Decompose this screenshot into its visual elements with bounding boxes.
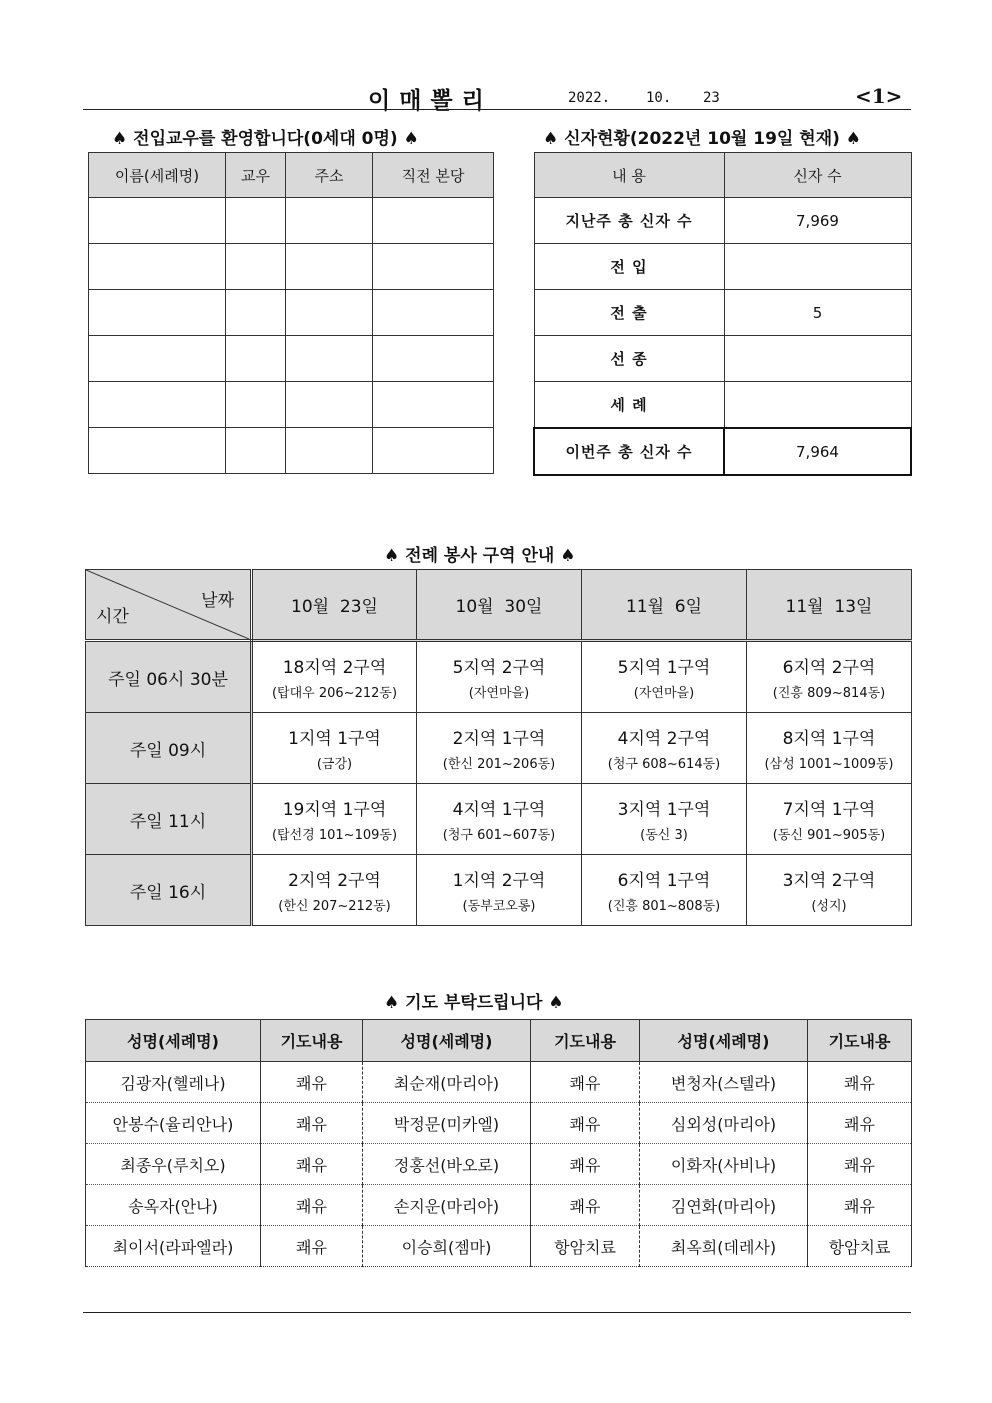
prayer-intention: 쾌유: [261, 1062, 363, 1103]
liturgy-cell: [252, 641, 417, 713]
liturgy-cell: [582, 713, 747, 784]
district: 3지역 1구역: [617, 800, 711, 820]
district-detail: (한신 201~206동): [442, 757, 556, 772]
district-detail: (진흥 801~808동): [607, 899, 721, 914]
corner-cell: [86, 570, 252, 641]
prayer-name: 손지운(마리아): [363, 1185, 531, 1226]
prayer-intention: 쾌유: [261, 1185, 363, 1226]
prayer-name: 이화자(사비나): [640, 1144, 808, 1185]
district-detail: (동부코오롱): [462, 899, 536, 914]
prayer-name: 김연화(마리아): [640, 1185, 808, 1226]
prayer-intention: 항암치료: [808, 1226, 912, 1267]
liturgy-date: 11월 13일: [747, 570, 912, 641]
welcome-col-name: 이름(세례명): [89, 153, 226, 198]
table-row: [534, 198, 911, 244]
prayer-col-intention: 기도내용: [531, 1020, 640, 1062]
liturgy-cell: [747, 784, 912, 855]
table-row: [89, 382, 494, 428]
prayer-name: 심외성(마리아): [640, 1103, 808, 1144]
district: 18지역 2구역: [282, 658, 387, 678]
district: 5지역 2구역: [452, 658, 546, 678]
mass-time: 주일 11시: [86, 784, 252, 855]
date-month: 10.: [646, 90, 672, 106]
district-detail: (자연마을): [468, 686, 530, 701]
page-number: <1>: [855, 84, 903, 108]
table-row: [89, 428, 494, 474]
district: 19지역 1구역: [282, 800, 387, 820]
prayer-col-name: 성명(세례명): [86, 1020, 261, 1062]
district-detail: (한신 207~212동): [278, 899, 391, 914]
header-rule: [83, 109, 911, 110]
date-day: 23: [703, 90, 720, 106]
prayer-name: 이승희(젬마): [363, 1226, 531, 1267]
prayer-col-name: 성명(세례명): [640, 1020, 808, 1062]
district-detail: (탑대우 206~212동): [271, 686, 398, 701]
table-row: [534, 336, 911, 382]
prayer-col-intention: 기도내용: [261, 1020, 363, 1062]
date-year: 2022.: [568, 90, 611, 106]
prayer-title: ♠ 기도 부탁드립니다 ♠: [384, 993, 564, 1013]
table-row: [89, 290, 494, 336]
table-row: [89, 244, 494, 290]
prayer-name: 최옥희(데레사): [640, 1226, 808, 1267]
welcome-title: ♠ 전입교우를 환영합니다(0세대 0명) ♠: [112, 129, 419, 149]
prayer-name: 김광자(헬레나): [86, 1062, 261, 1103]
welcome-col-member: 교우: [226, 153, 286, 198]
district: 1지역 2구역: [452, 871, 546, 891]
liturgy-cell: [582, 784, 747, 855]
prayer-intention: 쾌유: [808, 1103, 912, 1144]
district: 4지역 2구역: [617, 729, 711, 749]
district-detail: (동신 3): [640, 828, 688, 843]
prayer-name: 최순재(마리아): [363, 1062, 531, 1103]
stats-title: ♠ 신자현황(2022년 10월 19일 현재) ♠: [543, 129, 862, 149]
district: 4지역 1구역: [452, 800, 546, 820]
corner-time-label: 시간: [96, 607, 129, 627]
prayer-intention: 쾌유: [808, 1144, 912, 1185]
district: 6지역 1구역: [617, 871, 711, 891]
table-row: [534, 382, 911, 429]
footer-rule: [83, 1312, 911, 1313]
district-detail: (금강): [316, 757, 353, 772]
stats-label: 선 종: [534, 336, 724, 382]
bulletin-title: 이매뽈리: [368, 88, 493, 114]
district-detail: (청구 608~614동): [607, 757, 721, 772]
table-row: [86, 713, 912, 784]
stats-value: [724, 382, 911, 429]
liturgy-date: 11월 6일: [582, 570, 747, 641]
liturgy-title: ♠ 전례 봉사 구역 안내 ♠: [384, 546, 576, 566]
district: 5지역 1구역: [617, 658, 711, 678]
liturgy-cell: [747, 713, 912, 784]
welcome-table: [88, 152, 494, 474]
prayer-table: [85, 1019, 912, 1267]
prayer-col-name: 성명(세례명): [363, 1020, 531, 1062]
prayer-name: 정홍선(바오로): [363, 1144, 531, 1185]
table-row: [86, 1185, 912, 1226]
stats-label: 전 출: [534, 290, 724, 336]
liturgy-cell: [252, 713, 417, 784]
prayer-name: 송옥자(안나): [86, 1185, 261, 1226]
table-row: [86, 641, 912, 713]
prayer-intention: 쾌유: [531, 1185, 640, 1226]
district: 2지역 1구역: [452, 729, 546, 749]
liturgy-cell: [417, 784, 582, 855]
prayer-intention: 쾌유: [808, 1062, 912, 1103]
stats-value: [724, 244, 911, 290]
prayer-name: 박정문(미카엘): [363, 1103, 531, 1144]
liturgy-cell: [417, 713, 582, 784]
liturgy-date: 10월 30일: [417, 570, 582, 641]
liturgy-cell: [747, 855, 912, 926]
stats-value: 7,969: [724, 198, 911, 244]
prayer-intention: 쾌유: [808, 1185, 912, 1226]
table-row: [86, 1103, 912, 1144]
prayer-intention: 쾌유: [261, 1144, 363, 1185]
district: 8지역 1구역: [782, 729, 876, 749]
prayer-intention: 쾌유: [531, 1144, 640, 1185]
liturgy-date: 10월 23일: [252, 570, 417, 641]
table-row: [534, 290, 911, 336]
liturgy-cell: [252, 855, 417, 926]
district: 6지역 2구역: [782, 658, 876, 678]
stats-table: [533, 152, 912, 476]
liturgy-cell: [747, 641, 912, 713]
table-row: [534, 428, 911, 475]
liturgy-cell: [582, 855, 747, 926]
table-row: [86, 784, 912, 855]
stats-value: 7,964: [724, 428, 911, 475]
table-row: [86, 1144, 912, 1185]
corner-date-label: 날짜: [201, 591, 234, 611]
prayer-intention: 항암치료: [531, 1226, 640, 1267]
table-row: [86, 1226, 912, 1267]
table-row: [89, 198, 494, 244]
welcome-col-address: 주소: [286, 153, 373, 198]
district-detail: (동신 901~905동): [772, 828, 886, 843]
district: 1지역 1구역: [288, 729, 381, 749]
district: 7지역 1구역: [782, 800, 876, 820]
prayer-col-intention: 기도내용: [808, 1020, 912, 1062]
mass-time: 주일 06시 30분: [86, 641, 252, 713]
stats-label: 세 례: [534, 382, 724, 429]
district-detail: (청구 601~607동): [442, 828, 556, 843]
table-row: [89, 336, 494, 382]
stats-col-content: 내 용: [534, 153, 724, 198]
table-row: [534, 244, 911, 290]
liturgy-table: [85, 569, 912, 926]
district-detail: (삼성 1001~1009동): [764, 757, 894, 772]
liturgy-cell: [417, 855, 582, 926]
district-detail: (탑선경 101~109동): [271, 828, 398, 843]
prayer-intention: 쾌유: [531, 1103, 640, 1144]
stats-col-count: 신자 수: [724, 153, 911, 198]
liturgy-cell: [582, 641, 747, 713]
stats-value: [724, 336, 911, 382]
stats-label: 지난주 총 신자 수: [534, 198, 724, 244]
prayer-name: 안봉수(율리안나): [86, 1103, 261, 1144]
prayer-intention: 쾌유: [261, 1226, 363, 1267]
stats-label: 이번주 총 신자 수: [534, 428, 724, 475]
stats-label: 전 입: [534, 244, 724, 290]
prayer-name: 최종우(루치오): [86, 1144, 261, 1185]
mass-time: 주일 09시: [86, 713, 252, 784]
district: 3지역 2구역: [782, 871, 876, 891]
district: 2지역 2구역: [288, 871, 381, 891]
stats-value: 5: [724, 290, 911, 336]
district-detail: (자연마을): [633, 686, 695, 701]
table-row: [86, 1062, 912, 1103]
welcome-col-prev-parish: 직전 본당: [373, 153, 494, 198]
district-detail: (성지): [811, 899, 847, 914]
district-detail: (진흥 809~814동): [772, 686, 886, 701]
liturgy-cell: [252, 784, 417, 855]
prayer-name: 변청자(스텔라): [640, 1062, 808, 1103]
table-row: [86, 855, 912, 926]
prayer-intention: 쾌유: [531, 1062, 640, 1103]
prayer-name: 최이서(라파엘라): [86, 1226, 261, 1267]
prayer-intention: 쾌유: [261, 1103, 363, 1144]
liturgy-cell: [417, 641, 582, 713]
mass-time: 주일 16시: [86, 855, 252, 926]
